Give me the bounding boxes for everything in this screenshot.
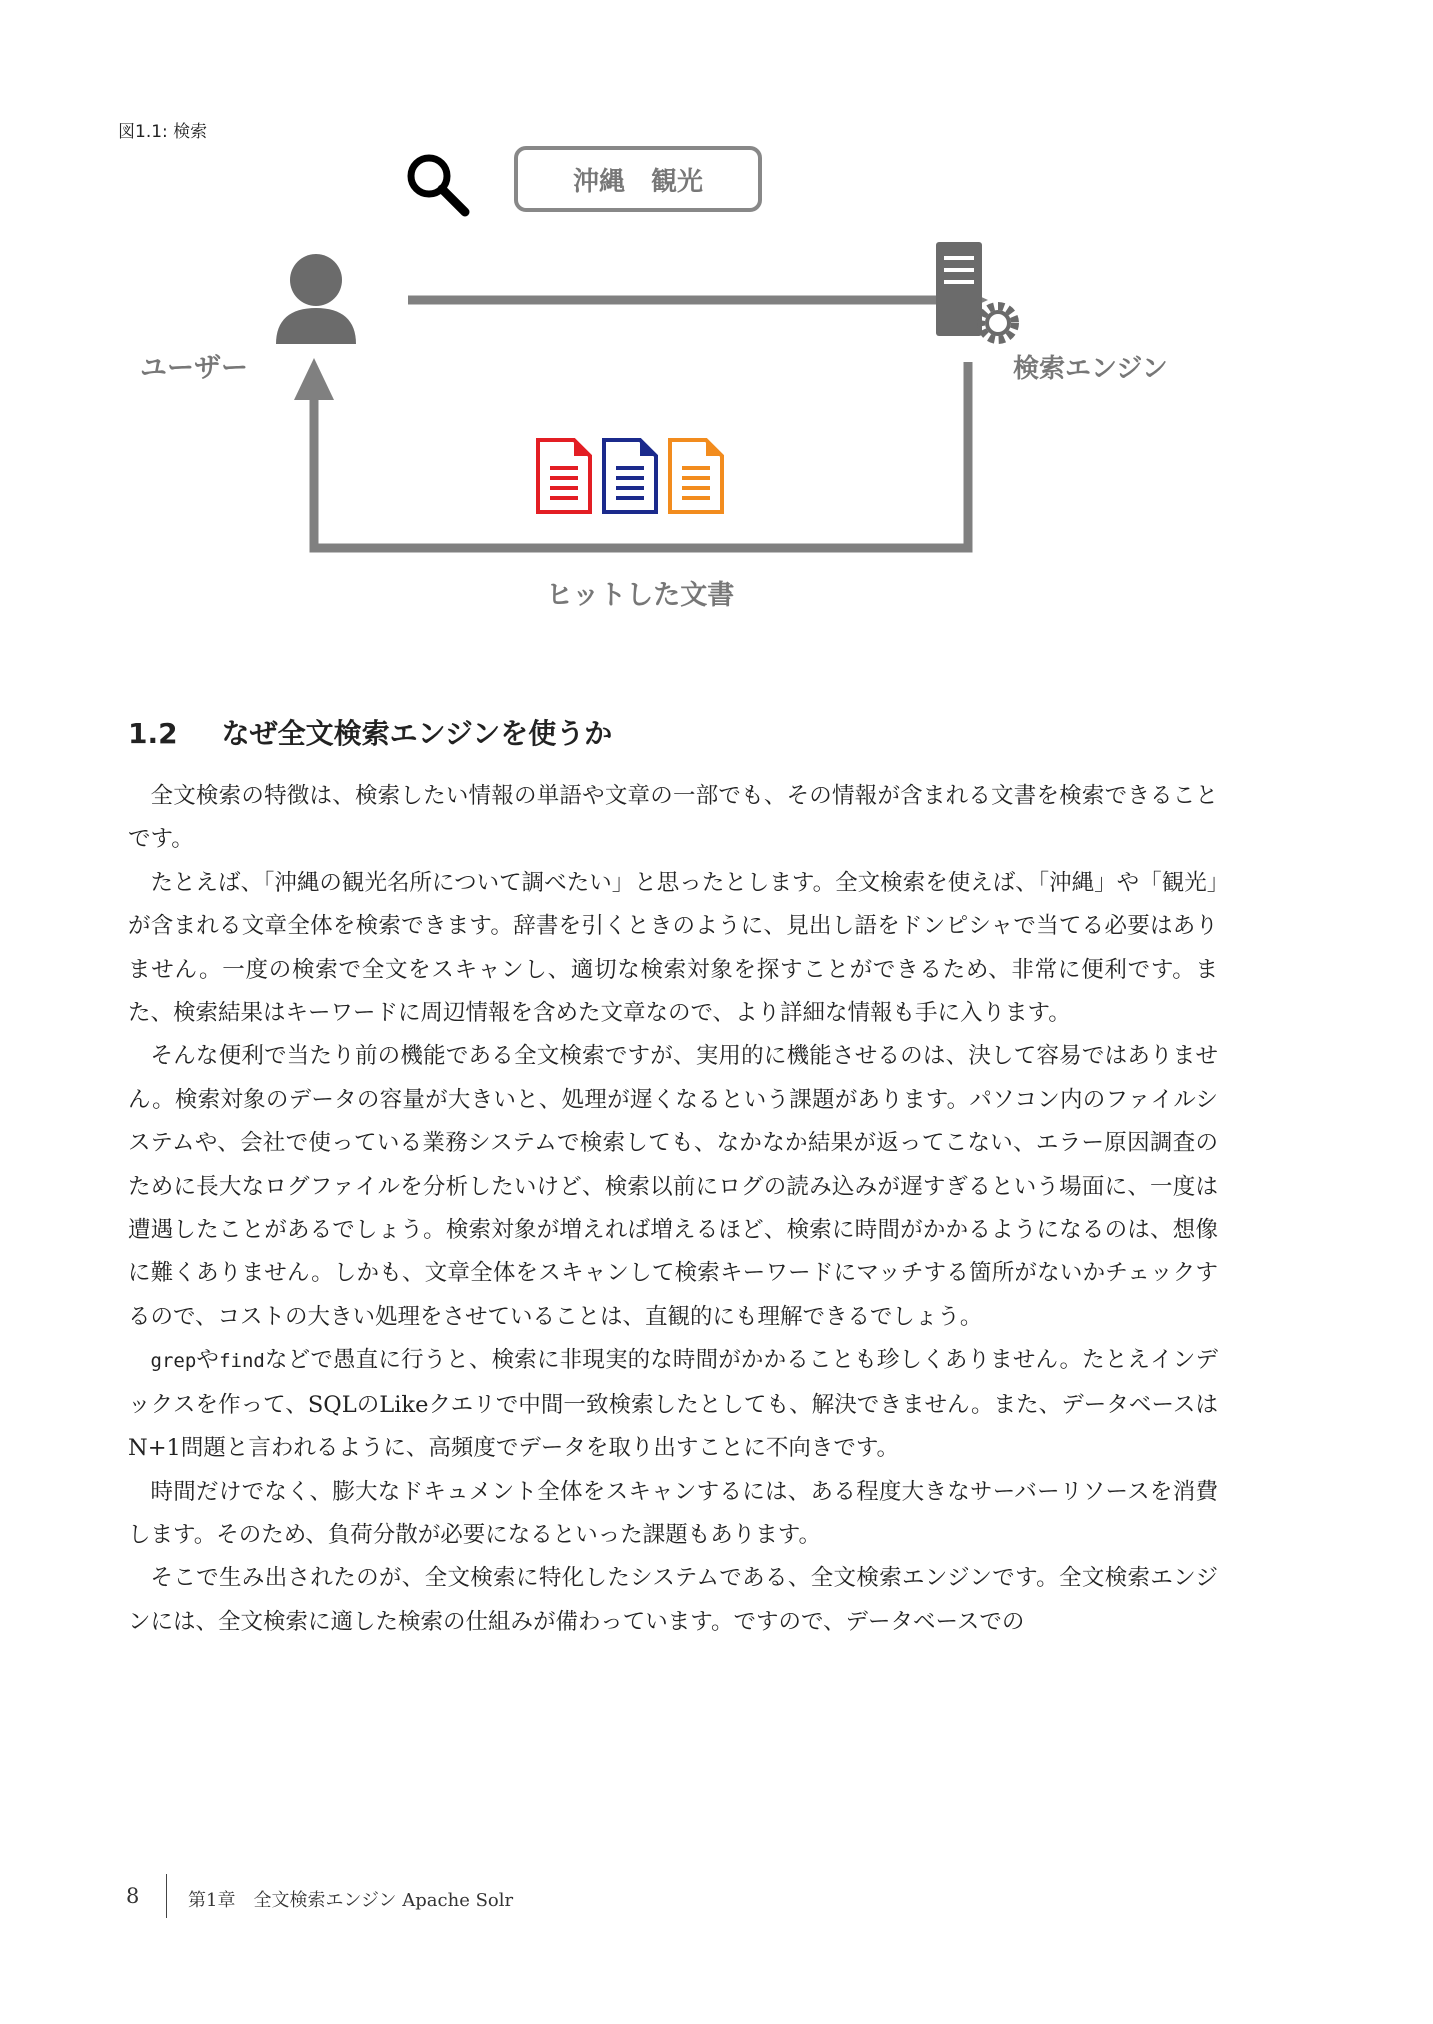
code-find: find (219, 1350, 265, 1373)
document-orange-icon (670, 440, 722, 512)
paragraph: 全文検索の特徴は、検索したい情報の単語や文章の一部でも、その情報が含まれる文書を検索できることです。 (128, 783, 1218, 853)
paragraph: そんな便利で当たり前の機能である全文検索ですが、実用的に機能させるのは、決して容易ではありません。検索対象のデータの容量が大きいと、処理が遅くなるという課題があります。パソコン内のファイルシステムや、会社で使っている業務システムで検索しても、なかなか結果が返ってこない、エラー原因調査のために長大なログファイルを分析したいけど、検索以前にログの読み込みが遅すぎるという場面に、一度は遭遇したことがあるでしょう。検索対象が増えれば増えるほど、検索に時間がかかるようになるのは、想像に難くありません。しかも、文章全体をスキャンして検索キーワードにマッチする箇所がないかチェックするので、コストの大きい処理をさせていることは、直観的にも理解できるでしょう。 (128, 1043, 1218, 1330)
server-icon (936, 242, 982, 336)
page-number: 8 (126, 1884, 140, 1908)
paragraph-text: や (196, 1347, 220, 1374)
search-query-text: 沖縄 観光 (572, 167, 704, 197)
section-title: なぜ全文検索エンジンを使うか (221, 717, 613, 750)
paragraph-text: などで愚直に行うと、検索に非現実的な時間がかかることも珍しくありません。たとえインデックスを作って、SQLのLikeクエリで中間一致検索したとしても、解決できません。また、データベースはN+1問題と言われるように、高頻度でデータを取り出すことに不向きです。 (128, 1347, 1218, 1462)
chapter-title: 第1章 全文検索エンジン Apache Solr (188, 1890, 514, 1911)
query-arrow (408, 280, 988, 320)
search-query-box (516, 148, 760, 210)
document-blue-icon (604, 440, 656, 512)
search-figure (118, 140, 1238, 640)
section-heading (128, 712, 612, 752)
engine-label: 検索エンジン (1013, 354, 1168, 384)
paragraph: たとえば、「沖縄の観光名所について調べたい」と思ったとします。全文検索を使えば、「沖縄」や「観光」が含まれる文章全体を検索できます。辞書を引くときのように、見出し語をドンピシャで当てる必要はありません。一度の検索で全文をスキャンし、適切な検索対象を探すことができるため、非常に便利です。また、検索結果はキーワードに周辺情報を含めた文章なので、より詳細な情報も手に入ります。 (128, 869, 1218, 1027)
magnifier-icon (411, 158, 465, 212)
section-number: 1.2 (128, 717, 178, 750)
code-grep: grep (150, 1350, 197, 1373)
result-label: ヒットした文書 (546, 580, 735, 611)
paragraph: 時間だけでなく、膨大なドキュメント全体をスキャンするには、ある程度大きなサーバーリソースを消費します。そのため、負荷分散が必要になるといった課題もあります。 (128, 1478, 1218, 1548)
body-text (128, 775, 1218, 1644)
paragraph (128, 1339, 1218, 1470)
document-red-icon (538, 440, 590, 512)
gear-icon (981, 306, 1015, 340)
user-label: ユーザー (140, 353, 248, 384)
figure-caption: 図1.1: 検索 (118, 122, 208, 142)
user-icon (276, 254, 356, 344)
paragraph: そこで生み出されたのが、全文検索に特化したシステムである、全文検索エンジンです。全文検索エンジンには、全文検索に適した検索の仕組みが備わっています。ですので、データベースでの (128, 1565, 1218, 1635)
footer-divider (166, 1874, 167, 1918)
